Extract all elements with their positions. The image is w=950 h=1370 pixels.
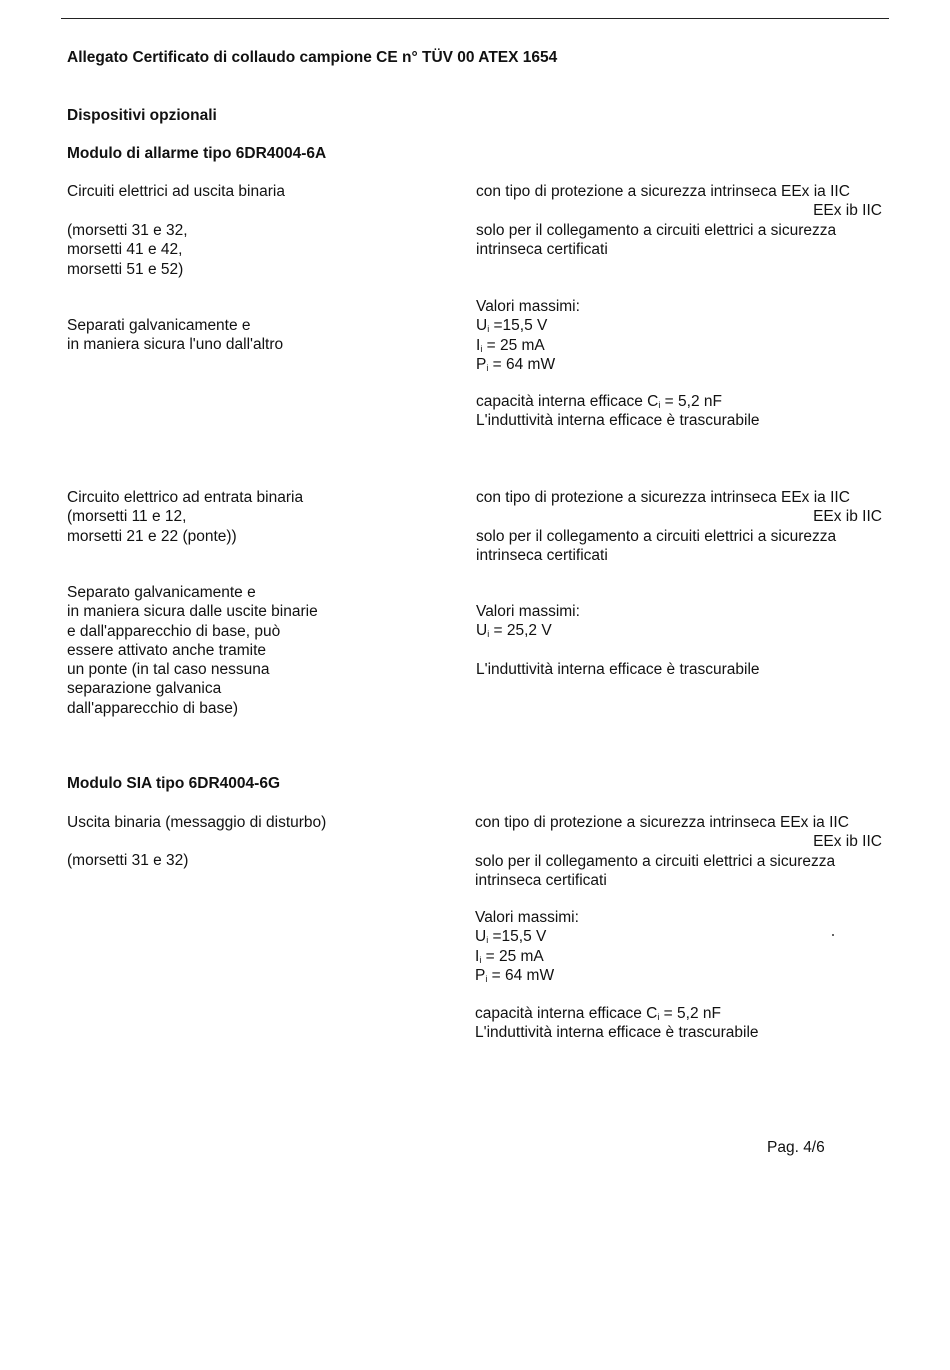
- top-rule: [61, 18, 889, 19]
- connection-line: solo per il collegamento a circuiti elettrici a sicurezza: [476, 527, 837, 545]
- voltage-value: $U_i =15,5$ V: [475, 928, 547, 946]
- connection-line: solo per il collegamento a circuiti elettrici a sicurezza: [476, 221, 837, 239]
- section-heading: Dispositivi opzionali: [67, 107, 217, 124]
- m1b1-right-capacity: [476, 392, 760, 431]
- input-circuit-line: (morsetti 11 e 12,: [67, 508, 187, 526]
- m1b1-right-max-values: [476, 297, 580, 374]
- current-value: $I_i = 25$ mA: [475, 947, 544, 965]
- m2-left-intro: Uscita binaria (messaggio di disturbo): [67, 814, 327, 831]
- inductance-note: L'induttività interna efficace è trascurabile: [476, 412, 760, 430]
- power-value: $P_i = 64$ mW: [475, 966, 555, 984]
- separation-line: separazione galvanica: [67, 680, 222, 698]
- m1b2-right-protection: [476, 488, 882, 565]
- capacity-value: capacità interna efficace $C_i = 5,2$ nF: [475, 1005, 721, 1022]
- m1b2-right-inductance: L'induttività interna efficace è trascurabile: [476, 661, 760, 678]
- protection-line-2: EEx ib IIC: [813, 202, 882, 220]
- connection-line: intrinseca certificati: [476, 546, 608, 564]
- separation-line: dall'apparecchio di base): [67, 699, 238, 717]
- connection-line: intrinseca certificati: [476, 240, 608, 258]
- separation-line: e dall'apparecchio di base, può: [67, 622, 281, 640]
- voltage-value: $U_i =15,5$ V: [476, 317, 548, 335]
- max-values-label: Valori massimi:: [476, 298, 580, 315]
- m1b1-left-terminals: [67, 221, 188, 279]
- module2-heading: Modulo SIA tipo 6DR4004-6G: [67, 775, 281, 792]
- separation-line: Separati galvanicamente e: [67, 317, 251, 334]
- separation-line: in maniera sicura l'uno dall'altro: [67, 336, 284, 354]
- m2-right-protection: [475, 813, 882, 890]
- max-values-label: Valori massimi:: [475, 909, 579, 926]
- module1-heading: Modulo di allarme tipo 6DR4004-6A: [67, 145, 327, 162]
- input-circuit-line: Circuito elettrico ad entrata binaria: [67, 489, 304, 506]
- connection-line: intrinseca certificati: [475, 871, 607, 889]
- document-title: Allegato Certificato di collaudo campione CE n° TÜV 00 ATEX 1654: [67, 49, 558, 66]
- page-number: Pag. 4/6: [767, 1139, 825, 1156]
- protection-line: con tipo di protezione a sicurezza intrinseca EEx ia IIC: [475, 814, 849, 831]
- protection-line: con tipo di protezione a sicurezza intrinseca EEx ia IIC: [476, 489, 850, 506]
- input-circuit-line: morsetti 21 e 22 (ponte)): [67, 527, 237, 545]
- m1b1-right-protection: [476, 182, 882, 259]
- power-value: $P_i = 64$ mW: [476, 355, 556, 373]
- capacity-value: capacità interna efficace $C_i = 5,2$ nF: [476, 393, 722, 410]
- separation-line: essere attivato anche tramite: [67, 641, 267, 659]
- voltage-value: $U_i = 25,2$ V: [476, 622, 552, 640]
- terminal-line: (morsetti 31 e 32,: [67, 222, 188, 239]
- current-value: $I_i = 25$ mA: [476, 336, 545, 354]
- m1b2-left-separation: [67, 583, 318, 718]
- protection-line-2: EEx ib IIC: [813, 508, 882, 526]
- separation-line: in maniera sicura dalle uscite binarie: [67, 603, 318, 621]
- stray-dot: [832, 934, 834, 936]
- inductance-note: L'induttività interna efficace è trascurabile: [475, 1024, 759, 1042]
- m2-right-capacity: [475, 1004, 759, 1043]
- protection-line-2: EEx ib IIC: [813, 833, 882, 851]
- m1b1-left-separation: [67, 316, 283, 355]
- max-values-label: Valori massimi:: [476, 603, 580, 620]
- m1b2-left-lines: [67, 488, 303, 546]
- protection-line: con tipo di protezione a sicurezza intrinseca EEx ia IIC: [476, 183, 850, 200]
- m1b1-left-intro: Circuiti elettrici ad uscita binaria: [67, 183, 285, 200]
- terminal-line: morsetti 51 e 52): [67, 260, 184, 278]
- terminal-line: morsetti 41 e 42,: [67, 241, 183, 259]
- m1b2-right-max-values: [476, 602, 580, 641]
- m2-left-terminals: (morsetti 31 e 32): [67, 852, 189, 869]
- m2-right-max-values: [475, 908, 579, 985]
- separation-line: un ponte (in tal caso nessuna: [67, 661, 270, 679]
- separation-line: Separato galvanicamente e: [67, 584, 256, 601]
- connection-line: solo per il collegamento a circuiti elettrici a sicurezza: [475, 852, 836, 870]
